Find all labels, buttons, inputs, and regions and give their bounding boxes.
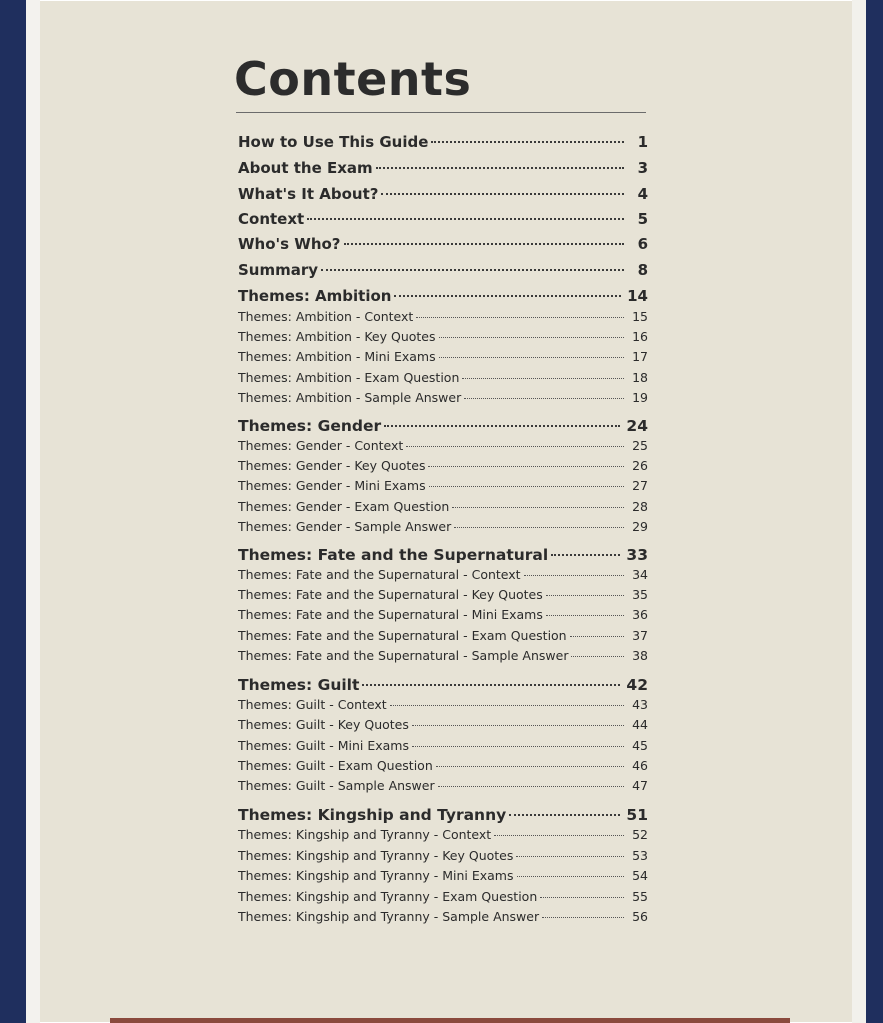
toc-subentry[interactable] xyxy=(238,697,648,712)
toc-theme-entry[interactable] xyxy=(238,287,648,305)
toc-entry-label: Themes: Ambition - Exam Question xyxy=(238,370,460,385)
dot-leader xyxy=(551,554,620,556)
toc-entry-label: Themes: Gender - Key Quotes xyxy=(238,458,426,473)
dot-leader xyxy=(362,684,620,686)
toc-entry-page: 16 xyxy=(632,329,648,344)
toc-entry-label: Themes: Gender - Exam Question xyxy=(238,499,450,514)
toc-entry-page: 5 xyxy=(637,210,648,228)
dot-leader xyxy=(406,446,624,447)
toc-subentry[interactable] xyxy=(238,889,648,904)
dot-leader xyxy=(416,317,624,318)
dot-leader xyxy=(540,897,624,898)
toc-subentry[interactable] xyxy=(238,587,648,602)
dot-leader xyxy=(439,357,624,358)
toc-subentry[interactable] xyxy=(238,519,648,534)
toc-subentry[interactable] xyxy=(238,478,648,493)
dot-leader xyxy=(524,575,624,576)
toc-subentry[interactable] xyxy=(238,349,648,364)
toc-entry-label: Themes: Fate and the Supernatural xyxy=(238,546,549,564)
toc-subentry[interactable] xyxy=(238,309,648,324)
toc-entry-page: 29 xyxy=(632,519,648,534)
toc-entry-label: Themes: Guilt - Exam Question xyxy=(238,758,433,773)
toc-entry-page: 42 xyxy=(626,676,648,694)
toc-subentry[interactable] xyxy=(238,499,648,514)
toc-entry-page: 51 xyxy=(626,806,648,824)
toc-entry-page: 35 xyxy=(632,587,648,602)
toc-entry-label: Themes: Gender xyxy=(238,417,382,435)
dot-leader xyxy=(390,705,624,706)
dot-leader xyxy=(428,466,624,467)
toc-entry-page: 27 xyxy=(632,478,648,493)
toc-entry-label: Themes: Guilt - Key Quotes xyxy=(238,717,409,732)
dot-leader xyxy=(384,425,620,427)
toc-subentry[interactable] xyxy=(238,370,648,385)
toc-entry-label: Themes: Fate and the Supernatural - Sample Answer xyxy=(238,648,569,663)
toc-subentry[interactable] xyxy=(238,390,648,405)
toc-subentry[interactable] xyxy=(238,628,648,643)
toc-entry-page: 54 xyxy=(632,868,648,883)
dot-leader xyxy=(431,141,624,143)
toc-entry-page: 3 xyxy=(637,159,648,177)
toc-entry-label: Themes: Fate and the Supernatural - Exam Question xyxy=(238,628,567,643)
toc-entry-label: Themes: Ambition xyxy=(238,287,392,305)
toc-entry-label: Themes: Guilt - Sample Answer xyxy=(238,778,435,793)
toc-entry-label: Summary xyxy=(238,261,319,279)
page-title: Contents xyxy=(234,52,472,106)
dot-leader xyxy=(321,269,624,271)
toc-entry-page: 47 xyxy=(632,778,648,793)
toc-entry-label: Themes: Fate and the Supernatural - Key Quotes xyxy=(238,587,543,602)
toc-entry[interactable] xyxy=(238,210,648,228)
toc-entry-page: 26 xyxy=(632,458,648,473)
toc-entry-label: What's It About? xyxy=(238,185,379,203)
toc-entry-page: 19 xyxy=(632,390,648,405)
book-cover-edge xyxy=(110,1018,790,1023)
toc-entry-page: 36 xyxy=(632,607,648,622)
dot-leader xyxy=(307,218,624,220)
toc-entry[interactable] xyxy=(238,133,648,151)
paper-edge-right xyxy=(852,0,866,1023)
toc-theme-entry[interactable] xyxy=(238,417,648,435)
dot-leader xyxy=(546,615,624,616)
dot-leader xyxy=(509,814,620,816)
toc-entry-page: 1 xyxy=(637,133,648,151)
toc-entry-page: 33 xyxy=(626,546,648,564)
toc-entry-label: Themes: Kingship and Tyranny - Exam Question xyxy=(238,889,538,904)
toc-subentry[interactable] xyxy=(238,648,648,663)
toc-subentry[interactable] xyxy=(238,567,648,582)
toc-entry[interactable] xyxy=(238,235,648,253)
toc-subentry[interactable] xyxy=(238,848,648,863)
toc-entry-label: Themes: Kingship and Tyranny - Sample Answer xyxy=(238,909,540,924)
toc-entry-page: 55 xyxy=(632,889,648,904)
dot-leader xyxy=(494,835,624,836)
toc-entry-page: 18 xyxy=(632,370,648,385)
toc-entry-label: Themes: Kingship and Tyranny - Key Quotes xyxy=(238,848,514,863)
toc-entry-page: 24 xyxy=(626,417,648,435)
toc-entry-page: 43 xyxy=(632,697,648,712)
toc-entry-page: 52 xyxy=(632,827,648,842)
toc-subentry[interactable] xyxy=(238,868,648,883)
toc-entry-label: Themes: Fate and the Supernatural - Context xyxy=(238,567,521,582)
toc-entry-label: Themes: Guilt - Mini Exams xyxy=(238,738,409,753)
dot-leader xyxy=(464,398,624,399)
dot-leader xyxy=(381,193,624,195)
toc-entry-label: Themes: Ambition - Mini Exams xyxy=(238,349,436,364)
toc-entry[interactable] xyxy=(238,261,648,279)
toc-entry-label: About the Exam xyxy=(238,159,373,177)
toc-subentry[interactable] xyxy=(238,438,648,453)
toc-subentry[interactable] xyxy=(238,607,648,622)
toc-entry-label: Themes: Ambition - Sample Answer xyxy=(238,390,462,405)
toc-entry-page: 56 xyxy=(632,909,648,924)
dot-leader xyxy=(412,746,624,747)
dot-leader xyxy=(542,917,624,918)
dot-leader xyxy=(546,595,624,596)
toc-subentry[interactable] xyxy=(238,827,648,842)
toc-entry-label: Themes: Ambition - Key Quotes xyxy=(238,329,436,344)
dot-leader xyxy=(376,167,624,169)
toc-theme-entry[interactable] xyxy=(238,546,648,564)
dot-leader xyxy=(429,486,624,487)
dot-leader xyxy=(412,725,624,726)
toc-entry-page: 14 xyxy=(627,287,648,305)
toc-entry-label: Themes: Guilt xyxy=(238,676,360,694)
toc-entry-label: Themes: Gender - Context xyxy=(238,438,404,453)
paper-edge-left xyxy=(26,0,40,1023)
toc-entry[interactable] xyxy=(238,185,648,203)
dot-leader xyxy=(516,856,624,857)
toc-entry-label: Themes: Gender - Sample Answer xyxy=(238,519,452,534)
dot-leader xyxy=(517,876,624,877)
toc-entry-page: 34 xyxy=(632,567,648,582)
toc-entry-label: How to Use This Guide xyxy=(238,133,429,151)
title-divider xyxy=(236,112,646,113)
toc-subentry[interactable] xyxy=(238,909,648,924)
dot-leader xyxy=(344,243,624,245)
toc-subentry[interactable] xyxy=(238,717,648,732)
toc-entry-page: 6 xyxy=(637,235,648,253)
toc-entry-page: 53 xyxy=(632,848,648,863)
toc-entry-page: 17 xyxy=(632,349,648,364)
toc-entry[interactable] xyxy=(238,159,648,177)
dot-leader xyxy=(462,378,624,379)
toc-subentry[interactable] xyxy=(238,738,648,753)
toc-entry-page: 37 xyxy=(632,628,648,643)
toc-entry-page: 46 xyxy=(632,758,648,773)
toc-theme-entry[interactable] xyxy=(238,676,648,694)
dot-leader xyxy=(439,337,625,338)
toc-entry-label: Context xyxy=(238,210,305,228)
toc-entry-label: Themes: Kingship and Tyranny - Mini Exams xyxy=(238,868,514,883)
toc-entry-page: 38 xyxy=(632,648,648,663)
dot-leader xyxy=(436,766,624,767)
toc-subentry[interactable] xyxy=(238,758,648,773)
dot-leader xyxy=(454,527,624,528)
toc-subentry[interactable] xyxy=(238,329,648,344)
toc-entry-label: Themes: Kingship and Tyranny - Context xyxy=(238,827,492,842)
toc-entry-page: 45 xyxy=(632,738,648,753)
toc-entry-label: Themes: Ambition - Context xyxy=(238,309,414,324)
toc-entry-page: 15 xyxy=(632,309,648,324)
toc-subentry[interactable] xyxy=(238,778,648,793)
dot-leader xyxy=(452,507,624,508)
toc-entry-page: 4 xyxy=(637,185,648,203)
dot-leader xyxy=(571,656,624,657)
toc-entry-page: 28 xyxy=(632,499,648,514)
dot-leader xyxy=(570,636,624,637)
dot-leader xyxy=(394,295,621,297)
toc-entry-page: 25 xyxy=(632,438,648,453)
toc-entry-label: Who's Who? xyxy=(238,235,341,253)
toc-entry-label: Themes: Gender - Mini Exams xyxy=(238,478,426,493)
toc-subentry[interactable] xyxy=(238,458,648,473)
toc-theme-entry[interactable] xyxy=(238,806,648,824)
dot-leader xyxy=(438,786,624,787)
toc-entry-label: Themes: Kingship and Tyranny xyxy=(238,806,507,824)
toc-entry-label: Themes: Guilt - Context xyxy=(238,697,387,712)
toc-entry-label: Themes: Fate and the Supernatural - Mini Exams xyxy=(238,607,543,622)
toc-entry-page: 44 xyxy=(632,717,648,732)
toc-entry-page: 8 xyxy=(637,261,648,279)
